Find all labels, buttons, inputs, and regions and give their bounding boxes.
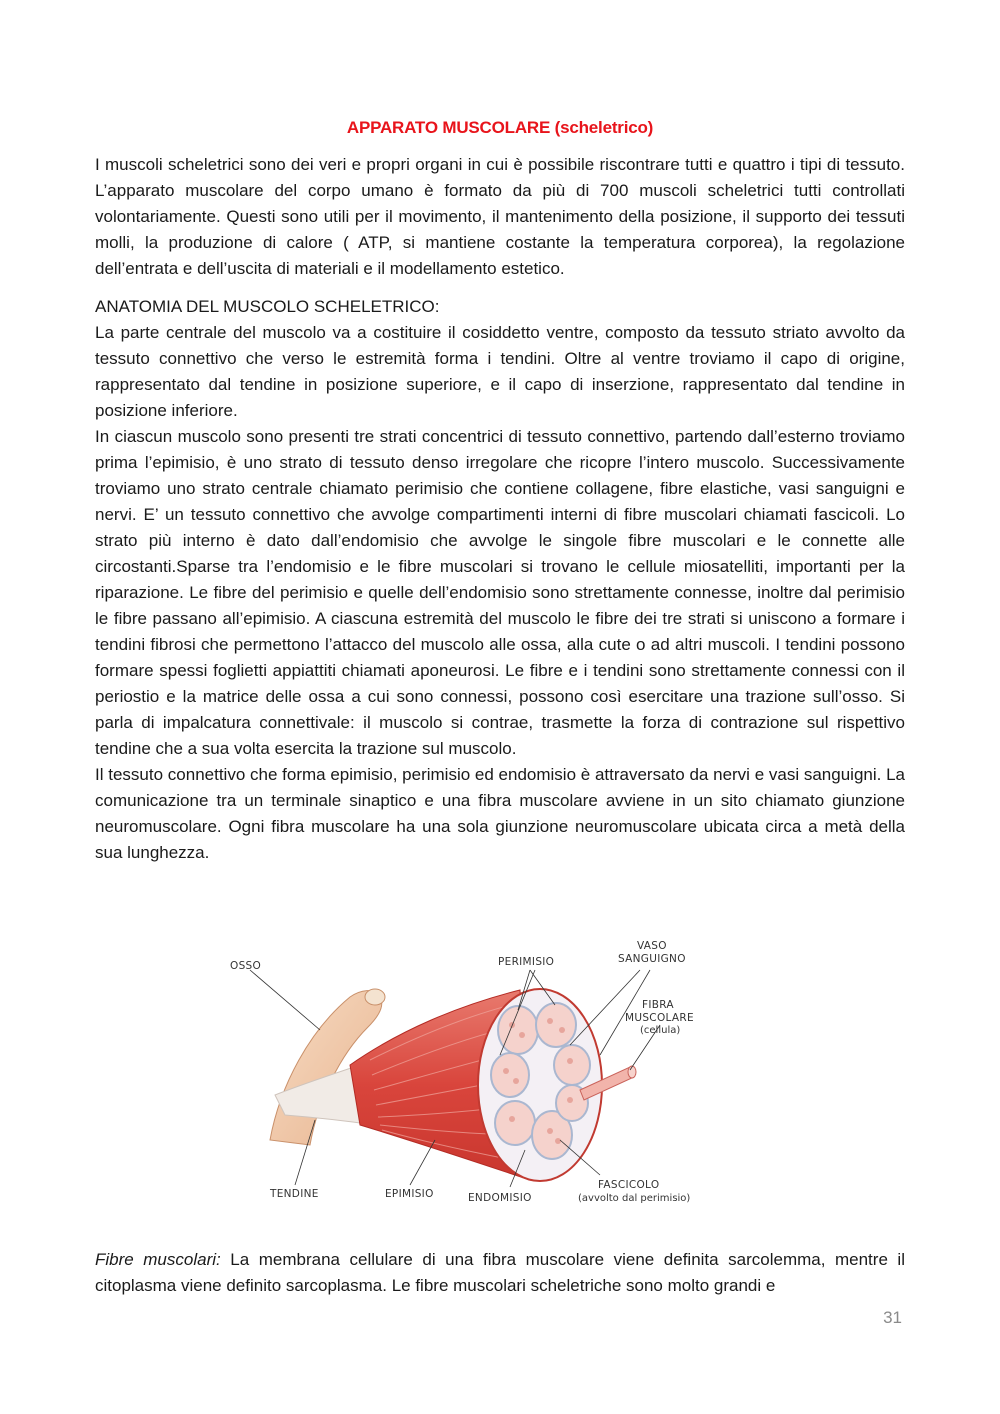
label-vaso: VASO bbox=[637, 940, 667, 952]
body-paragraph-2: In ciascun muscolo sono presenti tre strati concentrici di tessuto connettivo, partendo dall’esterno troviamo prima l’epimisio, è uno strato di tessuto denso irregolare che ricopre l’intero muscolo. Successivamente troviamo uno strato centrale chiamato perimisio che contiene collagene, fibre elastiche, vasi sanguigni e nervi. E’ un tessuto connettivo che avvolge compartimenti interni di fibre muscolari chiamati fascicoli. Lo strato più interno è dato dall’endomisio che avvolge le singole fibre muscolari e le connette alle circostanti.Sparse tra l’endomisio e le fibre muscolari si trovano le cellule miosatelliti, importanti per la riparazione. Le fibre del perimisio e quelle dell’endomisio sono strettamente connesse, inoltre dal perimisio le fibre passano all’epimisio. A ciascuna estremità del muscolo le fibre dei tre strati si uniscono a formare i tendini fibrosi che permettono l’attacco del muscolo alle ossa, alla cute o ad altri muscoli. I tendini possono formare spessi foglietti appiattiti chiamati aponeurosi. Le fibre e i tendini sono strettamente connessi con il periostio e la matrice delle ossa a cui sono connessi, possono così esercitare una trazione sull’osso. Si parla di impalcatura connettivale: il muscolo si contrae, trasmette la forza di contrazione sul rispettivo tendine che a sua volta esercita la trazione sul muscolo. bbox=[95, 427, 905, 758]
fascicle bbox=[495, 1101, 535, 1145]
label-fascicolo-note: (avvolto dal perimisio) bbox=[578, 1193, 691, 1204]
intro-paragraph: I muscoli scheletrici sono dei veri e propri organi in cui è possibile riscontrare tutti e quattro i tipi di tessuto. L’apparato muscolare del corpo umano è formato da più di 700 muscoli scheletrici tutti controllati volontariamente. Questi sono utili per il movimento, il mantenimento della posizione, il supporto dei tessuti molli, la produzione di calore ( ATP, si mantiene costante la temperatura corporea), la regolazione dell’entrata e dell’uscita di materiali e il modellamento estetico. bbox=[95, 155, 905, 278]
bottom-paragraph bbox=[95, 1247, 905, 1299]
muscle-anatomy-figure bbox=[200, 935, 760, 1215]
fascicle bbox=[554, 1045, 590, 1085]
page-content bbox=[95, 118, 905, 866]
label-osso: OSSO bbox=[230, 960, 262, 972]
bottom-term: Fibre muscolari: bbox=[95, 1250, 221, 1269]
label-perimisio: PERIMISIO bbox=[498, 956, 555, 968]
section-heading: ANATOMIA DEL MUSCOLO SCHELETRICO: bbox=[95, 297, 440, 316]
label-fascicolo: FASCICOLO bbox=[598, 1179, 660, 1191]
label-epimisio: EPIMISIO bbox=[385, 1188, 434, 1200]
fascicle bbox=[498, 1006, 538, 1054]
label-fibra: FIBRA bbox=[642, 999, 674, 1011]
page-title: APPARATO MUSCOLARE (scheletrico) bbox=[346, 118, 654, 137]
bottom-text: La membrana cellulare di una fibra muscolare viene definita sarcolemma, mentre il citoplasma viene definito sarcoplasma. Le fibre muscolari scheletriche sono molto grandi e bbox=[95, 1250, 905, 1295]
muscle-illustration bbox=[200, 935, 760, 1215]
page-number: 31 bbox=[883, 1308, 902, 1327]
label-endomisio: ENDOMISIO bbox=[468, 1192, 532, 1204]
body-paragraph-1: La parte centrale del muscolo va a costituire il cosiddetto ventre, composto da tessuto striato avvolto da tessuto connettivo che verso le estremità forma i tendini. Oltre al ventre troviamo il capo di origine, rappresentato dal tendine in posizione superiore, e il capo di inserzione, rappresentato dal tendine in posizione inferiore. bbox=[95, 323, 905, 420]
body-paragraph-3: Il tessuto connettivo che forma epimisio, perimisio ed endomisio è attraversato da nervi e vasi sanguigni. La comunicazione tra un terminale sinaptico e una fibra muscolare avviene in un sito chiamato giunzione neuromuscolare. Ogni fibra muscolare ha una sola giunzione neuromuscolare ubicata circa a metà della sua lunghezza. bbox=[95, 765, 905, 862]
label-tendine: TENDINE bbox=[270, 1188, 319, 1200]
label-sanguigno: SANGUIGNO bbox=[618, 953, 686, 965]
label-cellula: (cellula) bbox=[640, 1025, 681, 1036]
fascicle bbox=[536, 1003, 576, 1047]
label-muscolare: MUSCOLARE bbox=[625, 1012, 694, 1024]
fascicle bbox=[491, 1053, 529, 1097]
